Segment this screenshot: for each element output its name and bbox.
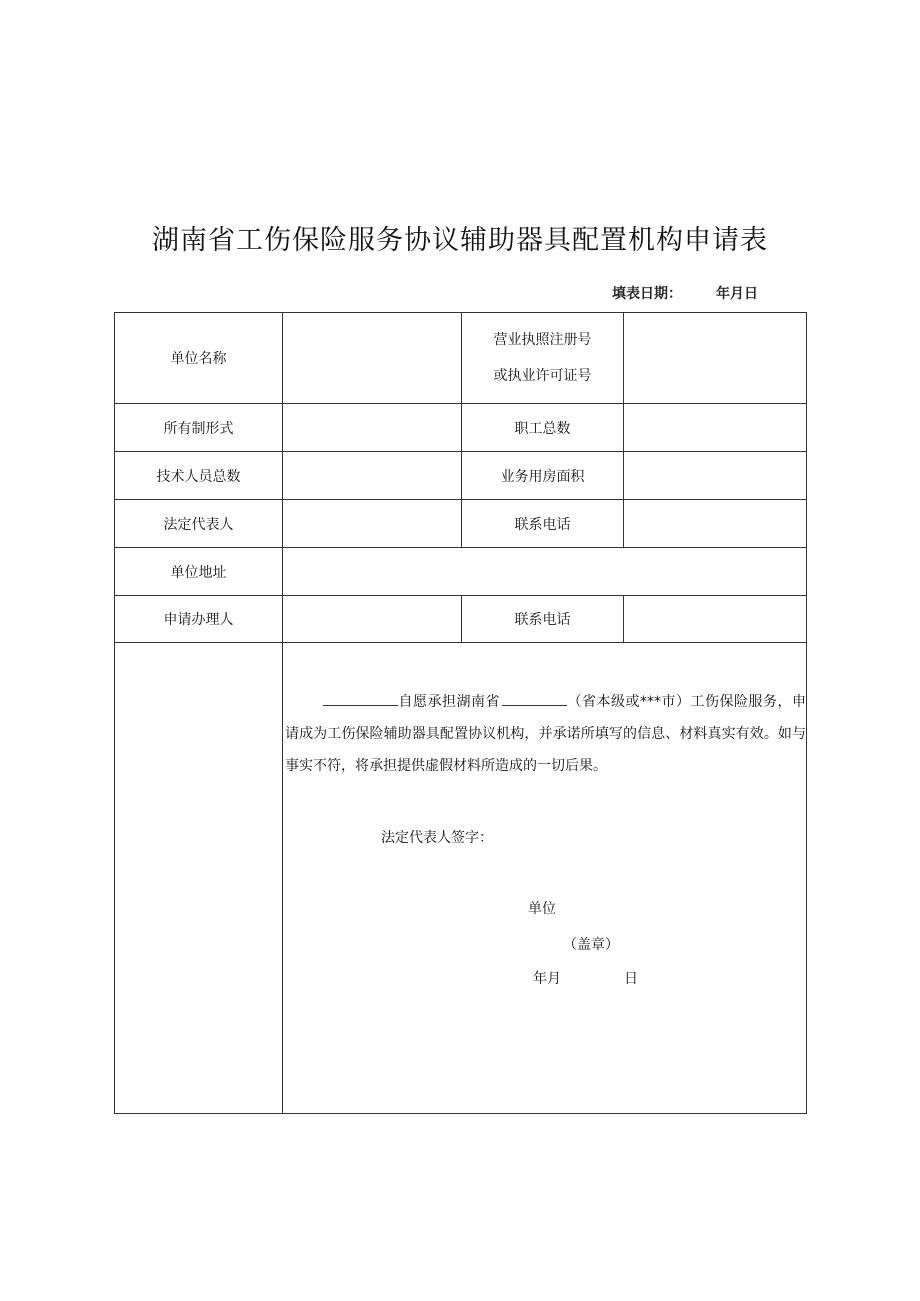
table-row	[115, 404, 807, 452]
unit-name-field[interactable]	[283, 313, 462, 404]
signature-day: 日	[624, 971, 638, 987]
application-form-table	[114, 312, 807, 1114]
unit-label: 单位	[528, 901, 556, 917]
fill-date-year-month: 年月	[716, 286, 744, 302]
license-label-line1: 营业执照注册号	[493, 332, 592, 348]
address-field[interactable]	[283, 548, 807, 596]
applicant-phone-field[interactable]	[624, 596, 807, 643]
license-number-field[interactable]	[624, 313, 807, 404]
fill-date	[612, 283, 758, 303]
ownership-field[interactable]	[283, 404, 462, 452]
tech-staff-field[interactable]	[283, 452, 462, 500]
legal-signature-label: 法定代表人签字：	[381, 830, 493, 846]
legal-rep-phone-label: 联系电话	[462, 500, 624, 548]
signature-year-month: 年月	[533, 971, 561, 987]
table-row	[115, 548, 807, 596]
business-area-label: 业务用房面积	[462, 452, 624, 500]
signature-date	[533, 968, 638, 988]
declaration-cell	[283, 643, 807, 1114]
fill-date-day: 日	[744, 286, 758, 302]
legal-rep-field[interactable]	[283, 500, 462, 548]
license-number-label	[462, 313, 624, 404]
address-label: 单位地址	[115, 548, 283, 596]
applicant-phone-label: 联系电话	[462, 596, 624, 643]
table-row	[115, 596, 807, 643]
applicant-field[interactable]	[283, 596, 462, 643]
table-row	[115, 452, 807, 500]
employee-count-field[interactable]	[624, 404, 807, 452]
fill-date-label: 填表日期：	[612, 286, 682, 302]
table-row	[115, 313, 807, 404]
declaration-left-cell	[115, 643, 283, 1114]
page-title: 湖南省工伤保险服务协议辅助器具配置机构申请表	[152, 225, 768, 256]
legal-rep-phone-field[interactable]	[624, 500, 807, 548]
table-row	[115, 643, 807, 1114]
region-blank[interactable]	[502, 689, 567, 706]
ownership-label: 所有制形式	[115, 404, 283, 452]
license-label-line2: 或执业许可证号	[493, 368, 592, 384]
applicant-label: 申请办理人	[115, 596, 283, 643]
unit-name-label: 单位名称	[115, 313, 283, 404]
business-area-field[interactable]	[624, 452, 807, 500]
tech-staff-label: 技术人员总数	[115, 452, 283, 500]
unit-blank[interactable]	[323, 689, 398, 706]
declaration-text	[285, 686, 806, 782]
declaration-part1: 自愿承担湖南省	[398, 694, 500, 710]
seal-label: （盖章）	[563, 937, 619, 953]
declaration-part2: （省本级或***市）工伤保险服务，申请成为工伤保险辅助器具配置协议机构，并承诺所填写的信息、材料真实有效。如与事实不符，将承担提供虚假材料所造成的一切后果。	[285, 694, 806, 774]
table-row	[115, 500, 807, 548]
legal-rep-label: 法定代表人	[115, 500, 283, 548]
employee-count-label: 职工总数	[462, 404, 624, 452]
